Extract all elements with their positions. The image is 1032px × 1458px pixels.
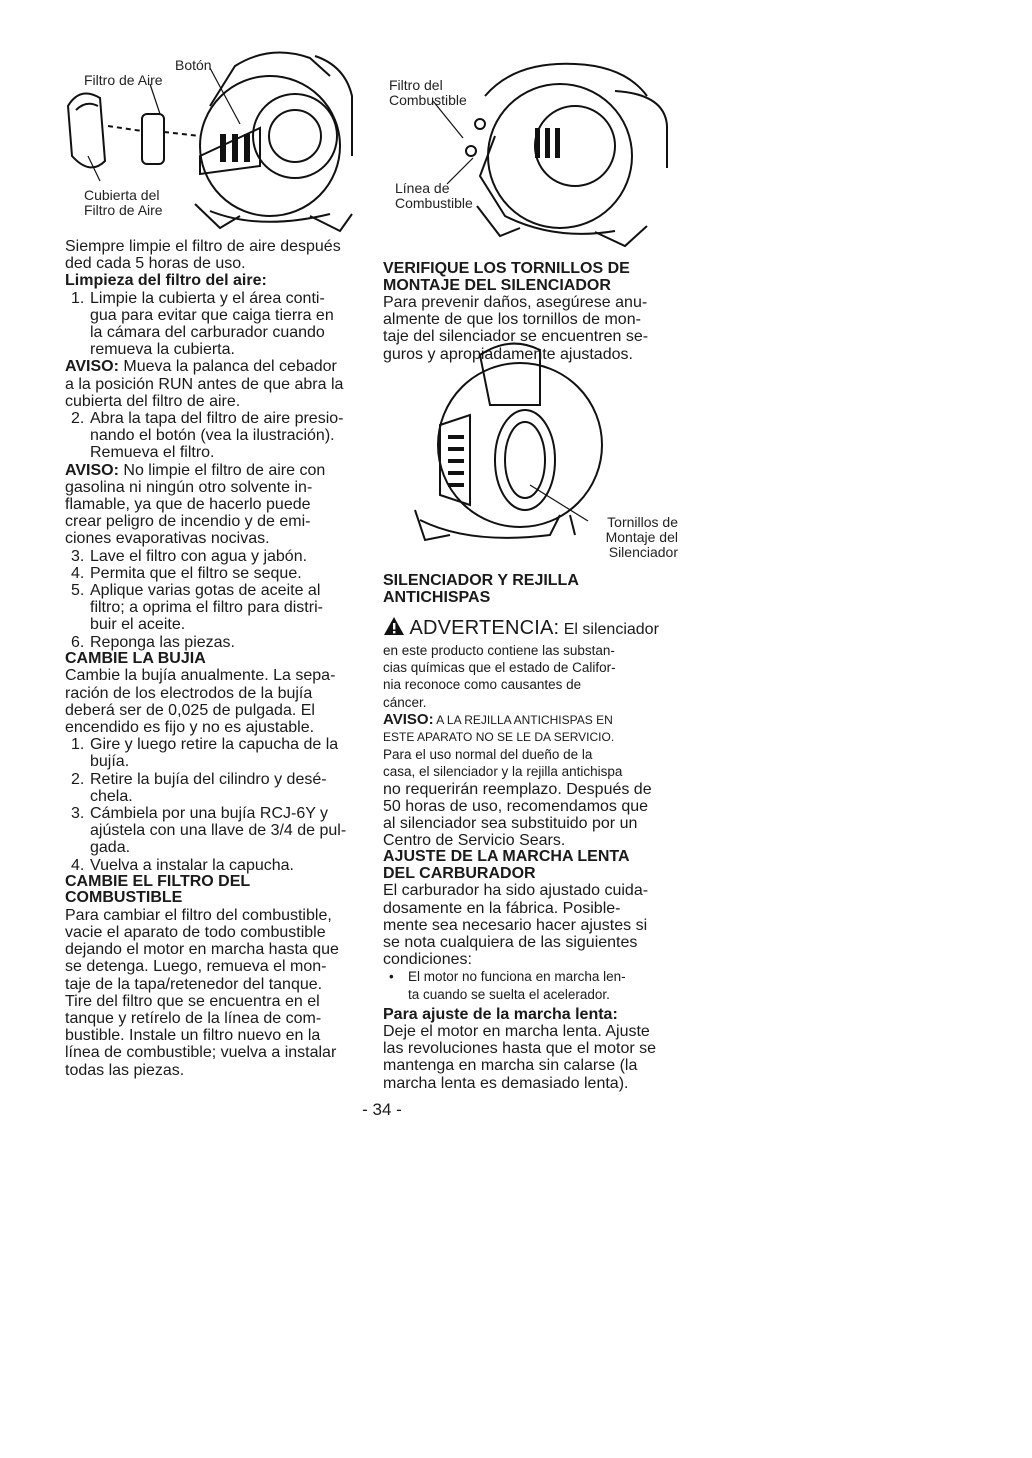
cleaning-steps-b: [65, 410, 365, 462]
page-number: - 34 -: [362, 1100, 402, 1119]
idle-adjust-heading: DEL CARBURADOR: [383, 864, 536, 882]
spark-arrestor-heading: ANTICHISPAS: [383, 588, 491, 606]
list-item: • El motor no funciona en marcha len- ta cuando se suelta el acelerador.: [389, 969, 626, 1002]
right-column-top: VERIFIQUE LOS TORNILLOS DE MONTAJE DEL SILENCIADOR Para prevenir daños, asegúrese anu- almente de que los tornillos de mon- taje del silenciador se encuentren se- guros y apropiadamente ajustados.: [383, 261, 683, 363]
muffler-bolts-heading: VERIFIQUE LOS TORNILLOS DE: [383, 260, 630, 277]
muffler-figure: [410, 335, 680, 563]
bullet-icon: •: [389, 969, 394, 985]
fuel-filter-heading: COMBUSTIBLE: [65, 889, 183, 907]
label-boton: Botón: [175, 57, 212, 73]
label-cubierta-line2: Filtro de Aire: [84, 202, 163, 218]
list-item: 1. Limpie la cubierta y el área conti- gua para evitar que caiga tierra en la cámara del carburador cuando remueva la cubierta.: [71, 289, 334, 359]
idle-adjust-heading: AJUSTE DE LA MARCHA LENTA: [383, 848, 630, 866]
cleaning-steps-a: [65, 290, 365, 359]
muffler-bolts-heading: MONTAJE DEL SILENCIADOR: [383, 276, 611, 294]
list-item: 3. Lave el filtro con agua y jabón.: [71, 547, 308, 565]
label-filtro-de-aire: Filtro de Aire: [84, 72, 163, 88]
spark-plug-steps: [65, 736, 365, 874]
list-item: 2. Abra la tapa del filtro de aire presio- nando el botón (vea la ilustración). Remueva el filtro.: [71, 410, 344, 462]
label-tornillos-2: Montaje del: [605, 529, 678, 545]
label-tornillos-1: Tornillos de: [607, 514, 678, 530]
cleaning-steps-c: [65, 548, 365, 651]
list-item: 5. Aplique varias gotas de aceite al filtro; a oprima el filtro para distri- buir el aceite.: [71, 582, 323, 634]
cleaning-heading: Limpieza del filtro del aire:: [65, 272, 267, 290]
warning-label: ADVERTENCIA:: [409, 617, 560, 639]
aviso-2: AVISO: No limpie el filtro de aire con: [65, 461, 326, 479]
label-linea-combustible-2: Combustible: [395, 195, 473, 211]
list-item: 4. Permita que el filtro se seque.: [71, 564, 302, 582]
intro-line: Siempre limpie el filtro de aire después: [65, 238, 341, 255]
warning-triangle-icon: [383, 616, 405, 636]
list-item: 1. Gire y luego retire la capucha de la bujía.: [71, 736, 339, 771]
air-filter-figure: [60, 36, 360, 236]
label-cubierta-line1: Cubierta del: [84, 187, 160, 203]
list-item: 2. Retire la bujía del cilindro y desé- chela.: [71, 770, 327, 805]
list-item: 4. Vuelva a instalar la capucha.: [71, 856, 294, 874]
label-filtro-combustible-1: Filtro del: [389, 77, 443, 93]
aviso-1: AVISO: Mueva la palanca del cebador: [65, 358, 337, 376]
intro-line: ded cada 5 horas de uso.: [65, 255, 246, 273]
fuel-filter-figure: [385, 56, 675, 250]
idle-subheading: Para ajuste de la marcha lenta:: [383, 1005, 618, 1023]
right-column-bottom: SILENCIADOR Y REJILLA ANTICHISPAS ADVERTENCIA: El silenciador en este producto contiene las substan- cias químicas que el estado de Califor- nia reconoce como causantes de cáncer. AVISO: A LA REJILLA ANTICHISPAS EN ESTE APARATO NO SE LE DA SERVICIO. Para el uso normal del dueño de la casa, el silenciador y la rejilla antichispa no requerirán reemplazo. Después de 50 horas de uso, recomendamos que al silenciador sea substituido por un Centro de Servicio Sears. AJUSTE DE LA MARCHA LENTA DEL CARBURADOR El carburador ha sido ajustado cuida- dosamente en la fábrica. Posible- mente sea necesario hacer ajustes si se nota cualquiera de las siguientes condiciones: • El motor no funciona en marcha len- ta cuando se suelta el acelerador. Para ajuste de la marcha lenta: Deje el motor en marcha lenta. Ajuste las revoluciones hasta que el motor se mantenga en marcha sin calarse (la marcha lenta es demasiado lenta).: [383, 573, 683, 1092]
list-item: 6. Reponga las piezas.: [71, 633, 235, 651]
spark-plug-heading: CAMBIE LA BUJIA: [65, 649, 206, 667]
label-filtro-combustible-2: Combustible: [389, 92, 467, 108]
list-item: 3. Cámbiela por una bujía RCJ-6Y y ajústela con una llave de 3/4 de pul- gada.: [71, 805, 347, 857]
spark-arrestor-heading: SILENCIADOR Y REJILLA: [383, 572, 579, 589]
fuel-filter-heading: CAMBIE EL FILTRO DEL: [65, 872, 251, 890]
label-linea-combustible-1: Línea de: [395, 180, 450, 196]
label-tornillos-3: Silenciador: [608, 544, 678, 560]
aviso-3: AVISO: A LA REJILLA ANTICHISPAS EN: [383, 710, 613, 728]
left-column: Siempre limpie el filtro de aire después ded cada 5 horas de uso. Limpieza del filtro del aire: 1. Limpie la cubierta y el área conti- gua para evitar que caiga tierra en la cámara del carburador cuando remueva la cubierta. AVISO: Mueva la palanca del cebador a la posición RUN antes de que abra la cubierta del filtro de aire. 2. Abra la tapa del filtro de aire presio- nando el botón (vea la ilustración). Remueva el filtro. AVISO: No limpie el filtro de aire con gasolina ni ningún otro solvente in- flamable, ya que de hacerlo puede crear peligro de incendio y de emi- ciones evaporativas nocivas. 3. Lave el filtro con agua y jabón. 4. Permita que el filtro se seque. 5. Aplique varias gotas de aceite al filtro; a oprima el filtro para distri- buir el aceite. 6. Reponga las piezas. CAMBIE LA BUJIA Cambie la bujía anualmente. La sepa- ración de los electrodos de la bujía deberá ser de 0,025 de pulgada. El encendido es fijo y no es ajustable. 1. Gire y luego retire la capucha de la bujía. 2. Retire la bujía del cilindro y desé- chela. 3. Cámbiela por una bujía RCJ-6Y y ajústela con una llave de 3/4 de pul- gada. 4. Vuelva a instalar la capucha. CAMBIE EL FILTRO DEL COMBUSTIBLE Para cambiar el filtro del combustible, vacie el aparato de todo combustible dejando el motor en marcha hasta que se detenga. Luego, remueva el mon- taje de la tapa/retenedor del tanque. Tire del filtro que se encuentra en el tanque y retírelo de la línea de com- bustible. Instale un filtro nuevo en la línea de combustible; vuelva a instalar todas las piezas.: [65, 238, 365, 1079]
warning-line: ADVERTENCIA: El silenciador: [383, 616, 683, 642]
